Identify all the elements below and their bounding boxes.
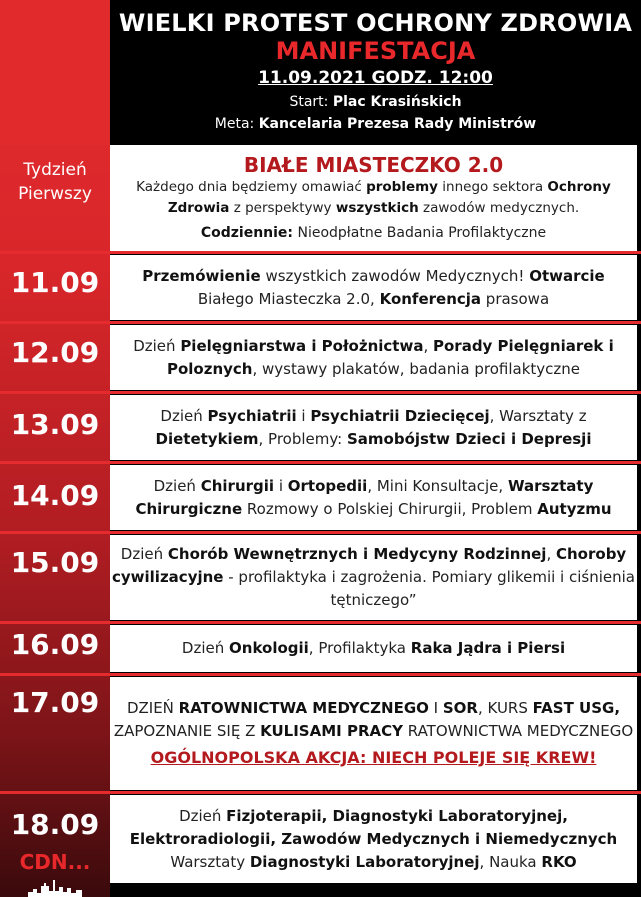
day-date: 14.09 [10,479,100,512]
city-skyline-icon [28,880,82,897]
separator [0,621,641,624]
day-description: Dzień Psychiatrii i Psychiatrii Dziecięcej, Warsztaty z Dietetykiem, Problemy: Samobójstw Dzieci i Depresji [155,406,592,448]
day-date: 17.09 [10,686,100,719]
page-subtitle: MANIFESTACJA [275,37,476,65]
day-row [110,535,637,620]
day-description: Dzień Pielęgniarstwa i Położnictwa, Porady Pielęgniarek i Poloznych, wystawy plakatów, badania profilaktyczne [133,336,614,378]
meta-label: Meta: [214,116,255,132]
day-date: 13.09 [10,408,100,441]
intro-daily: Codziennie: Nieodpłatne Badania Profilaktyczne [200,224,547,241]
intro-body: Każdego dnia będziemy omawiać problemy innego sektora Ochrony Zdrowia z perspektywy wszystkich zawodów medycznych. [136,178,611,216]
event-datetime: 11.09.2021 GODZ. 12:00 [258,68,493,88]
meta-value: Kancelaria Prezesa Rady Ministrów [258,116,537,132]
separator [0,321,641,324]
day-description: Przemówienie wszystkich zawodów Medycznych! Otwarcie Białego Miasteczka 2.0, Konferencja prasowa [142,266,605,308]
page-title: WIELKI PROTEST OCHRONY ZDROWIA [118,9,633,37]
day-row [110,465,637,530]
day-description: DZIEŃ RATOWNICTWA MEDYCZNEGO I SOR, KURS FAST USG, ZAPOZNANIE SIĘ Z KULISAMI PRACY RATOWNICTWA MEDYCZNEGO OGÓLNOPOLSKA AKCJA: NIECH POLEJE SIĘ KREW! [113,699,634,767]
day-description: Dzień Chorób Wewnętrznych i Medycyny Rodzinnej, Choroby cywilizacyjne - profilaktyka i zagrożenia. Pomiary glikemii i ciśnienia tętniczego” [112,545,635,609]
day-row [110,795,637,883]
day-date: 16.09 [10,628,100,661]
separator [0,791,641,794]
intro-row [110,145,637,251]
start-value: Plac Krasińskich [332,94,462,110]
day-date: 15.09 [10,546,100,579]
separator [0,391,641,394]
week-label-line2: Pierwszy [18,184,92,204]
separator [0,461,641,464]
day-date: 18.09 [10,808,100,841]
day-date: 11.09 [10,266,100,299]
day-description: Dzień Fizjoterapii, Diagnostyki Laboratoryjnej, Elektroradiologii, Zawodów Medycznych i Niemedycznych Warsztaty Diagnostyki Laboratoryjnej, Nauka RKO [129,806,618,871]
week-label [0,158,110,206]
day-row [110,255,637,320]
week-label-line1: Tydzień [23,160,87,180]
header [110,0,641,145]
separator [0,673,641,676]
separator [0,251,641,254]
day-row [110,625,637,672]
start-label: Start: [289,94,329,110]
start-location [110,94,641,110]
day-description: Dzień Onkologii, Profilaktyka Raka Jądra i Piersi [181,639,566,657]
finish-location [110,116,641,132]
day-row [110,325,637,390]
continued-label: CDN... [19,850,91,874]
blood-donation-link[interactable]: OGÓLNOPOLSKA AKCJA: NIECH POLEJE SIĘ KREW! [150,748,597,767]
day-description: Dzień Chirurgii i Ortopedii, Mini Konsultacje, Warsztaty Chirurgiczne Rozmowy o Polskiej Chirurgii, Problem Autyzmu [135,476,612,518]
date-column-top [0,0,110,145]
separator [0,531,641,534]
day-row [110,677,637,790]
intro-title: BIAŁE MIASTECZKO 2.0 [243,152,504,177]
day-row [110,395,637,460]
day-date: 12.09 [10,336,100,369]
